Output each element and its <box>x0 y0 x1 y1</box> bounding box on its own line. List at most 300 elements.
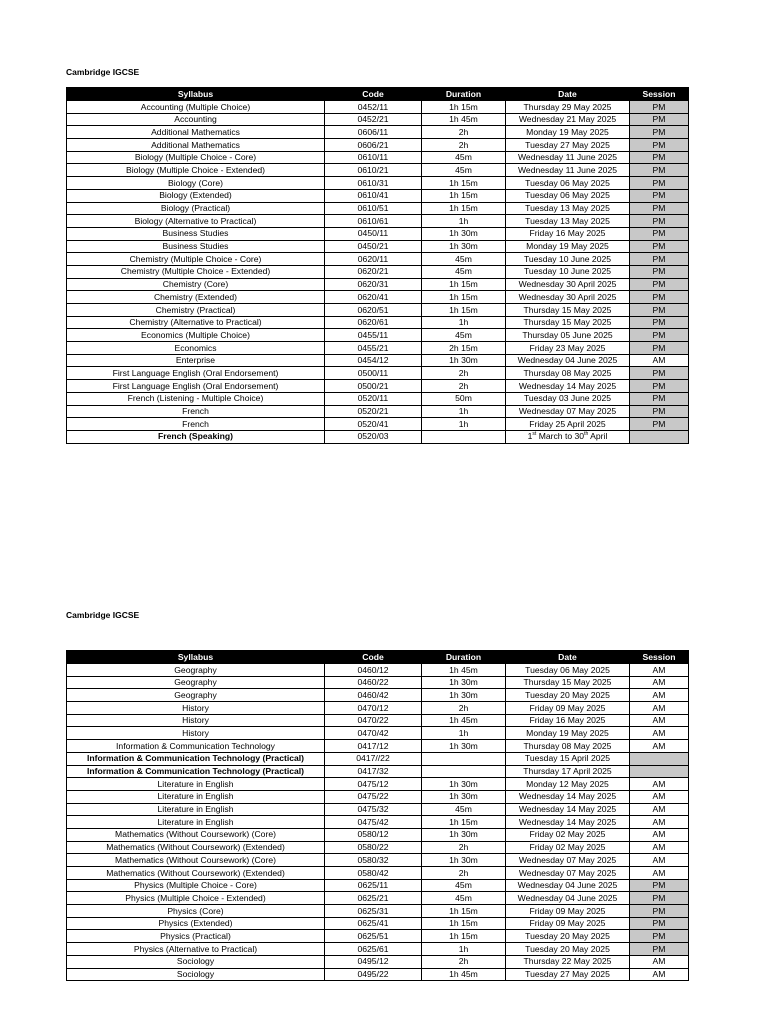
table-row <box>67 689 689 702</box>
cell-session: PM <box>630 392 689 405</box>
date-text-part: th <box>584 431 589 438</box>
cell-syllabus: Biology (Alternative to Practical) <box>67 215 325 228</box>
cell-date: Thursday 15 May 2025 <box>506 304 630 317</box>
table-row <box>67 841 689 854</box>
cell-date: Tuesday 03 June 2025 <box>506 392 630 405</box>
table-row <box>67 291 689 304</box>
cell-duration: 1h 15m <box>422 101 506 114</box>
cell-code: 0417//22 <box>325 752 422 765</box>
cell-date: Thursday 29 May 2025 <box>506 101 630 114</box>
cell-session: AM <box>630 867 689 880</box>
cell-session: AM <box>630 740 689 753</box>
date-text-part: April <box>588 431 608 442</box>
table-row <box>67 790 689 803</box>
table-row <box>67 765 689 778</box>
cell-duration: 45m <box>422 329 506 342</box>
cell-duration: 45m <box>422 892 506 905</box>
cell-session: AM <box>630 354 689 367</box>
cell-session: PM <box>630 905 689 918</box>
cell-syllabus: Physics (Multiple Choice - Extended) <box>67 892 325 905</box>
cell-duration: 2h <box>422 702 506 715</box>
cell-syllabus: History <box>67 702 325 715</box>
cell-date: Wednesday 07 May 2025 <box>506 854 630 867</box>
cell-code: 0606/21 <box>325 139 422 152</box>
cell-code: 0470/22 <box>325 714 422 727</box>
cell-code: 0500/21 <box>325 380 422 393</box>
table-row <box>67 968 689 981</box>
cell-code: 0454/12 <box>325 354 422 367</box>
table-row <box>67 240 689 253</box>
cell-date: Friday 02 May 2025 <box>506 828 630 841</box>
table-row <box>67 828 689 841</box>
header-session: Session <box>630 651 689 664</box>
cell-syllabus: Biology (Multiple Choice - Core) <box>67 151 325 164</box>
cell-syllabus: French (Speaking) <box>67 430 325 443</box>
cell-session: AM <box>630 955 689 968</box>
cell-syllabus: Mathematics (Without Coursework) (Extended) <box>67 841 325 854</box>
cell-date: Tuesday 20 May 2025 <box>506 689 630 702</box>
table-row <box>67 752 689 765</box>
cell-duration: 1h 15m <box>422 177 506 190</box>
table-row <box>67 164 689 177</box>
date-text-part: March to 30 <box>536 431 585 442</box>
cell-code: 0580/22 <box>325 841 422 854</box>
cell-date: Friday 16 May 2025 <box>506 227 630 240</box>
cell-syllabus: Economics <box>67 342 325 355</box>
cell-date: Wednesday 04 June 2025 <box>506 892 630 905</box>
cell-session: AM <box>630 664 689 677</box>
cell-syllabus: Information & Communication Technology <box>67 740 325 753</box>
table-row <box>67 892 689 905</box>
cell-date: Friday 23 May 2025 <box>506 342 630 355</box>
cell-duration: 1h 30m <box>422 240 506 253</box>
cell-syllabus: Biology (Practical) <box>67 202 325 215</box>
cell-code: 0500/11 <box>325 367 422 380</box>
cell-code: 0520/21 <box>325 405 422 418</box>
cell-date: Tuesday 06 May 2025 <box>506 664 630 677</box>
cell-date: Monday 19 May 2025 <box>506 126 630 139</box>
cell-code: 0475/22 <box>325 790 422 803</box>
cell-session: AM <box>630 689 689 702</box>
table-header-row <box>67 88 689 101</box>
cell-code: 0520/41 <box>325 418 422 431</box>
cell-duration: 1h 30m <box>422 828 506 841</box>
table-row <box>67 151 689 164</box>
cell-syllabus: Additional Mathematics <box>67 139 325 152</box>
cell-date: Friday 16 May 2025 <box>506 714 630 727</box>
cell-session: PM <box>630 113 689 126</box>
cell-syllabus: French (Listening - Multiple Choice) <box>67 392 325 405</box>
cell-syllabus: Accounting <box>67 113 325 126</box>
table-row <box>67 405 689 418</box>
table-row <box>67 943 689 956</box>
cell-duration: 1h 15m <box>422 304 506 317</box>
cell-date: Tuesday 27 May 2025 <box>506 139 630 152</box>
cell-date: Tuesday 10 June 2025 <box>506 265 630 278</box>
cell-session: PM <box>630 316 689 329</box>
cell-duration: 1h 15m <box>422 905 506 918</box>
cell-code: 0460/12 <box>325 664 422 677</box>
cell-duration: 1h 15m <box>422 917 506 930</box>
table2-heading: Cambridge IGCSE <box>66 610 140 620</box>
cell-date: Friday 09 May 2025 <box>506 702 630 715</box>
exam-schedule-table-2 <box>66 650 689 981</box>
cell-duration: 45m <box>422 879 506 892</box>
header-duration: Duration <box>422 651 506 664</box>
cell-syllabus: French <box>67 418 325 431</box>
header-date: Date <box>506 88 630 101</box>
cell-syllabus: Additional Mathematics <box>67 126 325 139</box>
cell-syllabus: Chemistry (Multiple Choice - Extended) <box>67 265 325 278</box>
cell-syllabus: French <box>67 405 325 418</box>
cell-session: AM <box>630 841 689 854</box>
cell-syllabus: Enterprise <box>67 354 325 367</box>
cell-code: 0610/21 <box>325 164 422 177</box>
table-row <box>67 265 689 278</box>
cell-duration: 1h <box>422 405 506 418</box>
cell-code: 0620/51 <box>325 304 422 317</box>
cell-date <box>506 430 630 443</box>
cell-duration: 2h <box>422 367 506 380</box>
cell-code: 0610/11 <box>325 151 422 164</box>
cell-code: 0460/42 <box>325 689 422 702</box>
cell-code: 0450/11 <box>325 227 422 240</box>
cell-date: Monday 19 May 2025 <box>506 727 630 740</box>
cell-duration: 1h 30m <box>422 676 506 689</box>
table-row <box>67 905 689 918</box>
cell-date: Monday 12 May 2025 <box>506 778 630 791</box>
cell-syllabus: Geography <box>67 676 325 689</box>
cell-syllabus: Literature in English <box>67 803 325 816</box>
cell-code: 0580/32 <box>325 854 422 867</box>
cell-session <box>630 765 689 778</box>
cell-code: 0620/11 <box>325 253 422 266</box>
table-row <box>67 917 689 930</box>
cell-session: PM <box>630 215 689 228</box>
cell-date: Wednesday 04 June 2025 <box>506 879 630 892</box>
cell-duration: 2h <box>422 867 506 880</box>
cell-syllabus: Literature in English <box>67 816 325 829</box>
cell-duration: 1h 30m <box>422 740 506 753</box>
table-row <box>67 664 689 677</box>
cell-session: PM <box>630 227 689 240</box>
table-row <box>67 177 689 190</box>
cell-duration: 1h 45m <box>422 113 506 126</box>
cell-syllabus: Literature in English <box>67 790 325 803</box>
cell-session: PM <box>630 177 689 190</box>
header-syllabus: Syllabus <box>67 651 325 664</box>
cell-code: 0620/21 <box>325 265 422 278</box>
cell-date: Thursday 17 April 2025 <box>506 765 630 778</box>
cell-syllabus: Geography <box>67 689 325 702</box>
cell-duration: 45m <box>422 151 506 164</box>
cell-syllabus: Mathematics (Without Coursework) (Extended) <box>67 867 325 880</box>
cell-duration: 45m <box>422 164 506 177</box>
table-row <box>67 189 689 202</box>
cell-date: Wednesday 14 May 2025 <box>506 803 630 816</box>
cell-date: Friday 09 May 2025 <box>506 917 630 930</box>
cell-date: Wednesday 11 June 2025 <box>506 164 630 177</box>
cell-code: 0620/61 <box>325 316 422 329</box>
cell-code: 0625/61 <box>325 943 422 956</box>
cell-session: AM <box>630 778 689 791</box>
cell-session: AM <box>630 816 689 829</box>
table-row <box>67 392 689 405</box>
table1-body <box>67 101 689 444</box>
cell-code: 0620/31 <box>325 278 422 291</box>
cell-date: Wednesday 21 May 2025 <box>506 113 630 126</box>
cell-duration: 1h 15m <box>422 189 506 202</box>
cell-date: Friday 25 April 2025 <box>506 418 630 431</box>
cell-session: PM <box>630 240 689 253</box>
table-row <box>67 113 689 126</box>
table-row <box>67 879 689 892</box>
cell-duration <box>422 765 506 778</box>
cell-code: 0580/42 <box>325 867 422 880</box>
table-row <box>67 714 689 727</box>
header-code: Code <box>325 651 422 664</box>
header-session: Session <box>630 88 689 101</box>
cell-session: PM <box>630 917 689 930</box>
cell-duration: 45m <box>422 803 506 816</box>
cell-code: 0460/22 <box>325 676 422 689</box>
table-row <box>67 727 689 740</box>
cell-syllabus: Biology (Extended) <box>67 189 325 202</box>
table-row <box>67 955 689 968</box>
table-row <box>67 778 689 791</box>
cell-session: PM <box>630 418 689 431</box>
table-row <box>67 202 689 215</box>
table-row <box>67 367 689 380</box>
cell-duration: 2h <box>422 139 506 152</box>
cell-date: Tuesday 13 May 2025 <box>506 202 630 215</box>
cell-session: PM <box>630 405 689 418</box>
cell-date: Thursday 22 May 2025 <box>506 955 630 968</box>
cell-syllabus: Physics (Core) <box>67 905 325 918</box>
cell-duration: 1h <box>422 418 506 431</box>
cell-session: PM <box>630 253 689 266</box>
cell-duration: 1h 30m <box>422 790 506 803</box>
cell-duration: 1h 15m <box>422 278 506 291</box>
cell-code: 0470/42 <box>325 727 422 740</box>
cell-duration: 1h 30m <box>422 689 506 702</box>
table-row <box>67 354 689 367</box>
exam-schedule-table-1 <box>66 87 689 444</box>
table-row <box>67 430 689 443</box>
cell-syllabus: Geography <box>67 664 325 677</box>
cell-duration: 1h 45m <box>422 968 506 981</box>
table2-body <box>67 664 689 981</box>
cell-session: PM <box>630 291 689 304</box>
cell-code: 0455/21 <box>325 342 422 355</box>
cell-code: 0625/41 <box>325 917 422 930</box>
cell-duration <box>422 752 506 765</box>
table-header-row <box>67 651 689 664</box>
cell-duration: 2h 15m <box>422 342 506 355</box>
cell-code: 0475/32 <box>325 803 422 816</box>
cell-code: 0455/11 <box>325 329 422 342</box>
header-duration: Duration <box>422 88 506 101</box>
table-row <box>67 278 689 291</box>
cell-date: Monday 19 May 2025 <box>506 240 630 253</box>
cell-syllabus: Business Studies <box>67 240 325 253</box>
cell-date: Tuesday 20 May 2025 <box>506 930 630 943</box>
cell-session: PM <box>630 151 689 164</box>
cell-syllabus: Chemistry (Alternative to Practical) <box>67 316 325 329</box>
cell-duration: 45m <box>422 253 506 266</box>
cell-session: PM <box>630 164 689 177</box>
table-row <box>67 803 689 816</box>
cell-duration: 1h 15m <box>422 202 506 215</box>
cell-session: AM <box>630 727 689 740</box>
cell-duration: 1h 15m <box>422 291 506 304</box>
cell-code: 0495/22 <box>325 968 422 981</box>
table-row <box>67 215 689 228</box>
cell-syllabus: Information & Communication Technology (Practical) <box>67 752 325 765</box>
table-row <box>67 227 689 240</box>
cell-session: PM <box>630 367 689 380</box>
table-row <box>67 380 689 393</box>
cell-syllabus: Mathematics (Without Coursework) (Core) <box>67 854 325 867</box>
cell-duration: 1h <box>422 316 506 329</box>
cell-code: 0625/21 <box>325 892 422 905</box>
cell-date: Wednesday 04 June 2025 <box>506 354 630 367</box>
cell-date: Tuesday 13 May 2025 <box>506 215 630 228</box>
cell-duration: 1h <box>422 215 506 228</box>
cell-duration: 2h <box>422 126 506 139</box>
cell-date: Thursday 08 May 2025 <box>506 367 630 380</box>
header-syllabus: Syllabus <box>67 88 325 101</box>
cell-duration <box>422 430 506 443</box>
cell-date: Friday 02 May 2025 <box>506 841 630 854</box>
cell-session: AM <box>630 803 689 816</box>
cell-code: 0620/41 <box>325 291 422 304</box>
cell-date: Thursday 05 June 2025 <box>506 329 630 342</box>
cell-code: 0610/61 <box>325 215 422 228</box>
cell-code: 0610/31 <box>325 177 422 190</box>
cell-session: PM <box>630 278 689 291</box>
cell-duration: 1h 30m <box>422 354 506 367</box>
cell-date: Friday 09 May 2025 <box>506 905 630 918</box>
cell-syllabus: History <box>67 727 325 740</box>
cell-duration: 1h 30m <box>422 227 506 240</box>
cell-code: 0625/31 <box>325 905 422 918</box>
cell-session: PM <box>630 943 689 956</box>
cell-syllabus: Sociology <box>67 968 325 981</box>
cell-syllabus: Chemistry (Extended) <box>67 291 325 304</box>
cell-code: 0417/32 <box>325 765 422 778</box>
cell-session: PM <box>630 202 689 215</box>
table-row <box>67 740 689 753</box>
header-date: Date <box>506 651 630 664</box>
cell-date: Thursday 08 May 2025 <box>506 740 630 753</box>
cell-duration: 1h 15m <box>422 816 506 829</box>
cell-syllabus: Sociology <box>67 955 325 968</box>
table-row <box>67 316 689 329</box>
cell-date: Wednesday 07 May 2025 <box>506 405 630 418</box>
cell-session: AM <box>630 854 689 867</box>
cell-session: PM <box>630 101 689 114</box>
cell-session: PM <box>630 304 689 317</box>
table-row <box>67 702 689 715</box>
table-row <box>67 418 689 431</box>
cell-session: AM <box>630 676 689 689</box>
cell-syllabus: Biology (Core) <box>67 177 325 190</box>
cell-date: Thursday 15 May 2025 <box>506 316 630 329</box>
cell-session: AM <box>630 828 689 841</box>
cell-session: PM <box>630 930 689 943</box>
cell-duration: 2h <box>422 841 506 854</box>
cell-code: 0450/21 <box>325 240 422 253</box>
cell-duration: 1h <box>422 727 506 740</box>
cell-syllabus: Economics (Multiple Choice) <box>67 329 325 342</box>
cell-syllabus: Accounting (Multiple Choice) <box>67 101 325 114</box>
table-row <box>67 867 689 880</box>
cell-date: Tuesday 10 June 2025 <box>506 253 630 266</box>
table-row <box>67 126 689 139</box>
cell-code: 0475/12 <box>325 778 422 791</box>
cell-code: 0495/12 <box>325 955 422 968</box>
cell-code: 0610/41 <box>325 189 422 202</box>
cell-session: PM <box>630 380 689 393</box>
cell-code: 0417/12 <box>325 740 422 753</box>
cell-code: 0520/03 <box>325 430 422 443</box>
cell-session: PM <box>630 879 689 892</box>
cell-session: PM <box>630 126 689 139</box>
cell-date: Tuesday 27 May 2025 <box>506 968 630 981</box>
cell-session: PM <box>630 265 689 278</box>
table-row <box>67 329 689 342</box>
cell-date: Wednesday 30 April 2025 <box>506 278 630 291</box>
cell-syllabus: History <box>67 714 325 727</box>
cell-date: Wednesday 14 May 2025 <box>506 790 630 803</box>
cell-duration: 2h <box>422 955 506 968</box>
cell-syllabus: Literature in English <box>67 778 325 791</box>
cell-code: 0452/11 <box>325 101 422 114</box>
cell-code: 0475/42 <box>325 816 422 829</box>
cell-syllabus: Physics (Alternative to Practical) <box>67 943 325 956</box>
cell-duration: 1h 30m <box>422 778 506 791</box>
cell-syllabus: Biology (Multiple Choice - Extended) <box>67 164 325 177</box>
cell-code: 0520/11 <box>325 392 422 405</box>
cell-code: 0580/12 <box>325 828 422 841</box>
table-row <box>67 676 689 689</box>
table-row <box>67 854 689 867</box>
cell-duration: 50m <box>422 392 506 405</box>
cell-code: 0625/11 <box>325 879 422 892</box>
cell-date: Wednesday 11 June 2025 <box>506 151 630 164</box>
cell-syllabus: Chemistry (Core) <box>67 278 325 291</box>
table-row <box>67 253 689 266</box>
cell-session: AM <box>630 790 689 803</box>
cell-syllabus: Information & Communication Technology (Practical) <box>67 765 325 778</box>
header-code: Code <box>325 88 422 101</box>
cell-date: Tuesday 20 May 2025 <box>506 943 630 956</box>
date-text-part: 1 <box>527 431 533 442</box>
cell-session: PM <box>630 139 689 152</box>
cell-session: PM <box>630 342 689 355</box>
cell-session <box>630 752 689 765</box>
cell-code: 0625/51 <box>325 930 422 943</box>
cell-duration: 45m <box>422 265 506 278</box>
table-row <box>67 304 689 317</box>
cell-syllabus: Physics (Multiple Choice - Core) <box>67 879 325 892</box>
cell-syllabus: Physics (Extended) <box>67 917 325 930</box>
table1-heading: Cambridge IGCSE <box>66 67 140 77</box>
cell-date: Tuesday 15 April 2025 <box>506 752 630 765</box>
cell-session: AM <box>630 702 689 715</box>
cell-code: 0470/12 <box>325 702 422 715</box>
